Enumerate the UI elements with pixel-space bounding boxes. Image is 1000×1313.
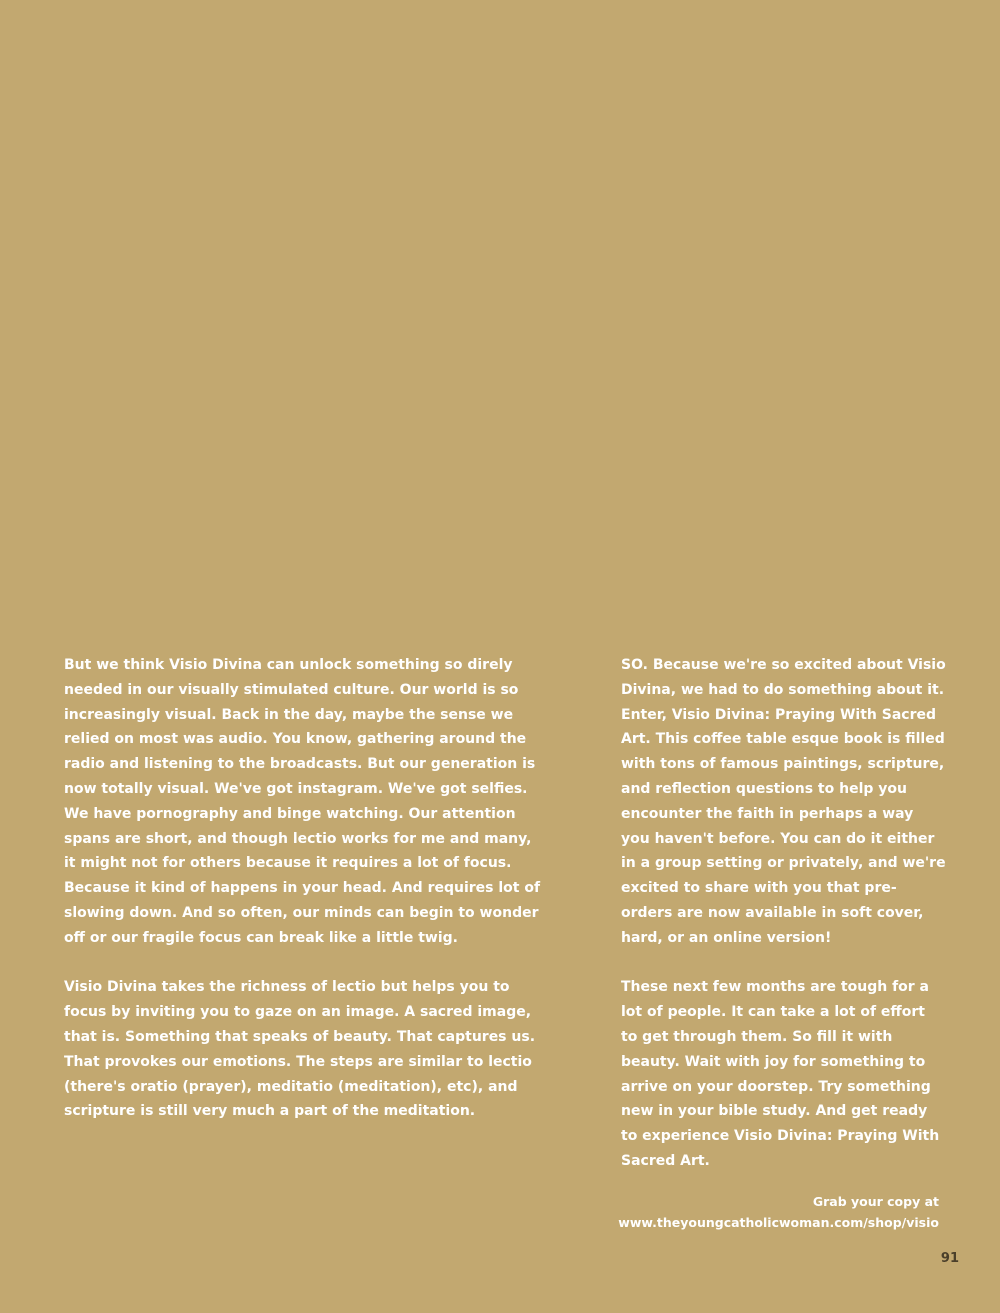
paragraph: But we think Visio Divina can unlock something so direly needed in our visually stimulated culture. Our world is so increasingly visual. Back in the day, maybe the sense we relied on most was audio. You know, gathering around the radio and listening to the broadcasts. But our generation is now totally visual. We've got instagram. We've got selfies. We have pornography and binge watching. Our attention spans are short, and though lectio works for me and many, it might not for others because it requires a lot of focus. Because it kind of happens in your head. And requires lot of slowing down. And so often, our minds can begin to wonder off or our fragile focus can break like a little twig. bbox=[64, 657, 541, 946]
promo-url: www.theyoungcatholicwoman.com/shop/visio bbox=[618, 1215, 939, 1230]
promo-block bbox=[618, 1191, 939, 1233]
paragraph: Visio Divina takes the richness of lectio but helps you to focus by inviting you to gaze on an image. A sacred image, that is. Something that speaks of beauty. That captures us. That provokes our emotions. The steps are similar to lectio (there's oratio (prayer), meditatio (meditation), etc), and scripture is still very much a part of the meditation. bbox=[64, 979, 536, 1120]
left-column bbox=[64, 653, 544, 1149]
right-column bbox=[621, 653, 946, 1199]
paragraph: These next few months are tough for a lot of people. It can take a lot of effort to get through them. So fill it with beauty. Wait with joy for something to arrive on your doorstep. Try something new in your bible study. And get ready to experience Visio Divina: Praying With Sacred Art. bbox=[621, 979, 940, 1169]
paragraph: SO. Because we're so excited about Visio Divina, we had to do something about it. Enter, Visio Divina: Praying With Sacred Art. This coffee table esque book is filled with tons of famous paintings, scripture, and reflection questions to help you encounter the faith in perhaps a way you haven't before. You can do it either in a group setting or privately, and we're excited to share with you that pre-orders are now available in soft cover, hard, or an online version! bbox=[621, 657, 946, 946]
promo-line: Grab your copy at bbox=[812, 1194, 939, 1209]
page-number: 91 bbox=[940, 1251, 959, 1266]
